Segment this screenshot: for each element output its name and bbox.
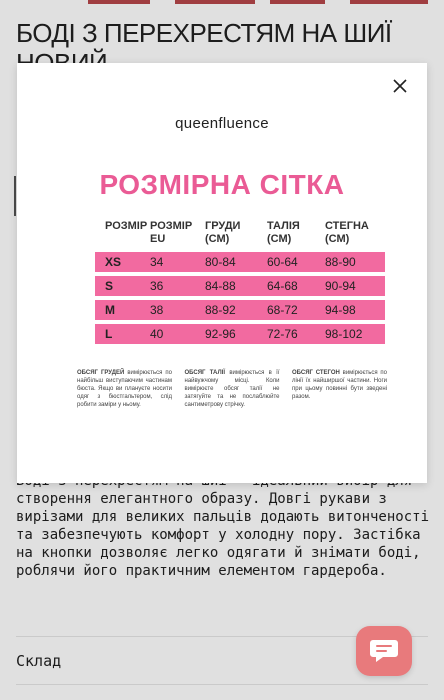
note-text: вимірюється в її найвужчому місці. Коли вимірюєте обсяг талії не затягуйте та не послаблюйте сантиметрову стрічку.: [184, 370, 280, 408]
note-waist: [185, 369, 280, 409]
cell-hips: 98-102: [325, 327, 363, 341]
size-table-header: [95, 218, 385, 248]
note-label: ОБСЯГ ТАЛІЇ: [184, 370, 225, 376]
cell-size: M: [105, 303, 115, 317]
measurement-notes: [77, 369, 387, 409]
page-title: БОДІ З ПЕРЕХРЕСТЯМ НА ШИЇ: [16, 18, 392, 48]
note-text: вимірюється по найбільш виступаючим частинам бюста. Якщо ви плануєте носити одяг з бюстгальтером, слід робити заміри у ньому.: [77, 370, 172, 408]
product-description: створення елегантного образу. Довгі рукави з вирізами для великих пальців додають витонченості та забезпечують комфорт у холодну пору. Застібка на кнопки дозволяє легко одягати й знімати боді, роблячи його практичним елементом гардероба.: [16, 491, 430, 579]
cell-chest: 88-92: [205, 303, 236, 317]
cell-chest: 84-88: [205, 279, 236, 293]
cell-size: S: [105, 279, 114, 293]
note-text: вимірюється по лінії їх найширшої частини. Ноги при цьому повинні бути зведені разом.: [292, 370, 387, 400]
header-size: РОЗМІР: [105, 220, 148, 232]
cell-waist: 72-76: [267, 327, 298, 341]
chat-bubble-icon: [369, 638, 399, 664]
cell-size: L: [105, 327, 113, 341]
cell-size-eu: 34: [150, 255, 164, 269]
note-label: ОБСЯГ ГРУДЕЙ: [77, 370, 125, 376]
header-waist: ТАЛІЯ (СМ): [267, 220, 300, 245]
header-size-eu: РОЗМІР EU: [150, 220, 193, 245]
cell-size-eu: 36: [150, 279, 164, 293]
note-chest: [77, 369, 172, 409]
close-button[interactable]: [387, 73, 413, 99]
table-row: [95, 252, 385, 272]
table-row: [95, 276, 385, 296]
cell-size-eu: 38: [150, 303, 164, 317]
table-row: [95, 300, 385, 320]
note-hips: [292, 369, 387, 409]
header-chest: ГРУДИ (СМ): [205, 220, 241, 245]
cell-hips: 90-94: [325, 279, 356, 293]
cell-size: XS: [105, 255, 122, 269]
brand-logo: queenfluence: [175, 115, 269, 132]
cell-size-eu: 40: [150, 327, 164, 341]
size-table: [95, 218, 385, 344]
cell-chest: 92-96: [205, 327, 236, 341]
cell-chest: 80-84: [205, 255, 236, 269]
header-hips: СТЕГНА (СМ): [325, 220, 369, 245]
cell-waist: 60-64: [267, 255, 298, 269]
cell-hips: 94-98: [325, 303, 356, 317]
cell-hips: 88-90: [325, 255, 356, 269]
size-chart-modal: [17, 63, 427, 483]
close-icon: [393, 79, 407, 93]
size-chart-title: РОЗМІРНА СІТКА: [99, 169, 345, 200]
chat-button[interactable]: [356, 626, 412, 676]
composition-accordion[interactable]: Склад: [16, 652, 62, 670]
cell-waist: 68-72: [267, 303, 298, 317]
cell-waist: 64-68: [267, 279, 298, 293]
table-row: [95, 324, 385, 344]
note-label: ОБСЯГ СТЕГОН: [292, 370, 340, 376]
